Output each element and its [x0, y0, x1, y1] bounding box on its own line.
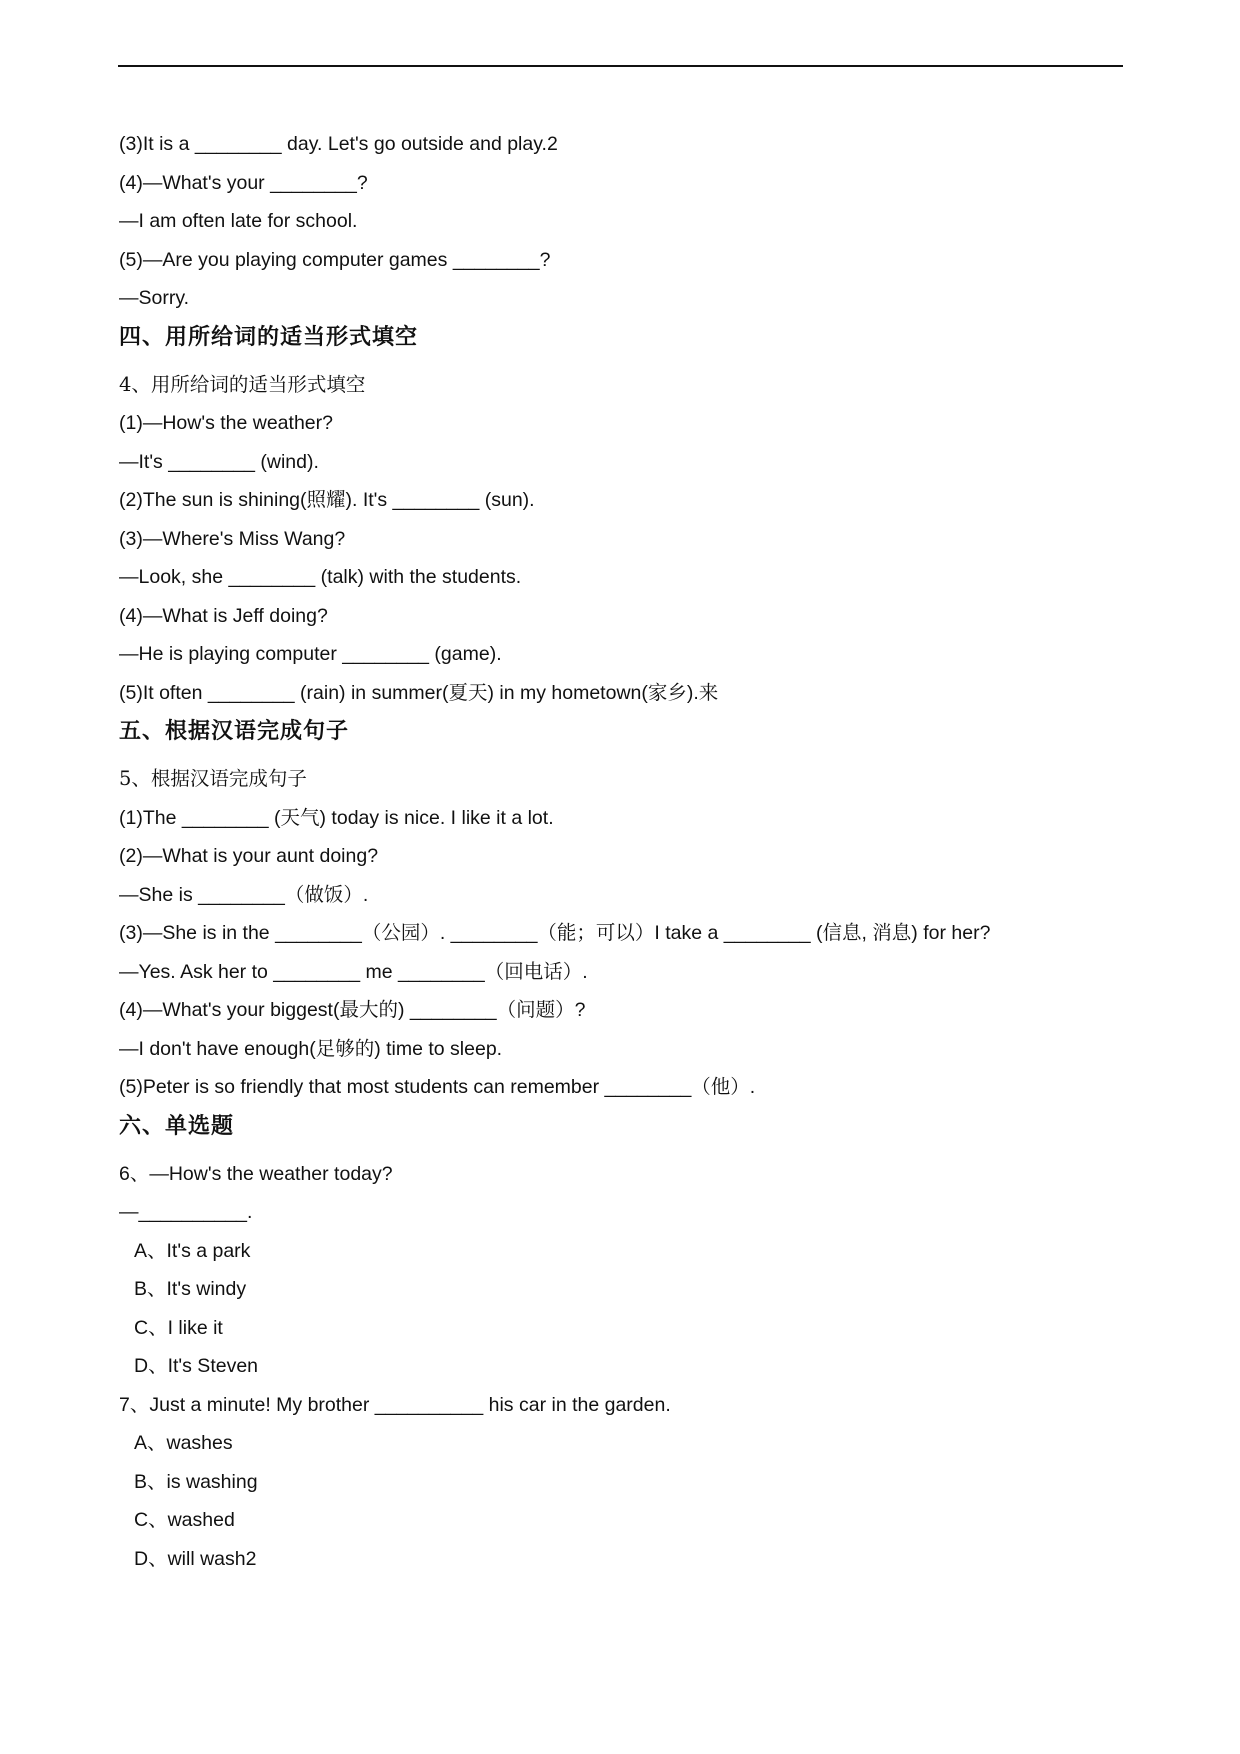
q4-4-answer-line: —He is playing computer ________ (game). [119, 643, 502, 665]
question-6-option-d: D、It's Steven [134, 1355, 259, 1377]
question-7-option-b: B、is washing [134, 1470, 258, 1493]
question-6-option-b: B、It's windy [134, 1278, 247, 1300]
q4-1-answer-line: —It's ________ (wind). [119, 450, 319, 473]
section-heading-5: 五、根据汉语完成句子 [119, 719, 350, 744]
q3-line: (3)It is a ________ day. Let's go outside and play.2 [119, 133, 558, 155]
q5-1-line: (1)The ________ (天气) today is nice. I like it a lot. [119, 806, 554, 829]
question-7-option-d: D、will wash2 [134, 1547, 257, 1570]
question-6-option-c: C、I like it [134, 1316, 223, 1339]
question-6-option-a: A、It's a park [134, 1239, 251, 1262]
q5-4-answer-line: —I don't have enough(足够的) time to sleep. [119, 1037, 503, 1060]
document-body [119, 125, 1129, 1578]
section-heading-6: 六、单选题 [119, 1113, 235, 1139]
q4-5-line: (5)It often ________ (rain) in summer(夏天) in my hometown(家乡).来 [119, 681, 719, 704]
q5-answer-line: —Sorry. [119, 287, 190, 309]
q4-3-line: (3)—Where's Miss Wang? [119, 527, 346, 550]
q5-2-line: (2)—What is your aunt doing? [119, 845, 379, 867]
section-heading-4: 四、用所给词的适当形式填空 [119, 324, 419, 350]
q5-3-answer-line: —Yes. Ask her to ________ me ________（回电话）. [119, 960, 588, 983]
question-5-title: 5、根据汉语完成句子 [119, 767, 307, 790]
q5-line: (5)—Are you playing computer games ________? [119, 248, 551, 271]
header-rule [118, 65, 1123, 67]
q4-4-line: (4)—What is Jeff doing? [119, 604, 328, 627]
q4-3-answer-line: —Look, she ________ (talk) with the students. [119, 566, 522, 588]
question-7-stem: 7、Just a minute! My brother __________ his car in the garden. [119, 1393, 671, 1416]
q5-3-line: (3)—She is in the ________（公园）. ________（能；可以）I take a ________ (信息, 消息) for her? [119, 922, 991, 944]
q4-2-line: (2)The sun is shining(照耀). It's ________ (sun). [119, 489, 535, 511]
question-4-title: 4、用所给词的适当形式填空 [119, 372, 366, 396]
question-7-option-a: A、washes [134, 1432, 233, 1454]
question-6-stem: 6、—How's the weather today? [119, 1162, 393, 1185]
q4-line: (4)—What's your ________? [119, 171, 368, 194]
q4-answer-line: —I am often late for school. [119, 210, 358, 232]
q5-5-line: (5)Peter is so friendly that most students can remember ________（他）. [119, 1076, 756, 1098]
q5-2-answer-line: —She is ________（做饭）. [119, 883, 369, 906]
question-7-option-c: C、washed [134, 1509, 235, 1531]
q5-4-line: (4)—What's your biggest(最大的) ________（问题）? [119, 999, 586, 1021]
q4-1-line: (1)—How's the weather? [119, 412, 333, 434]
question-6-answer-blank: —__________. [119, 1201, 253, 1223]
